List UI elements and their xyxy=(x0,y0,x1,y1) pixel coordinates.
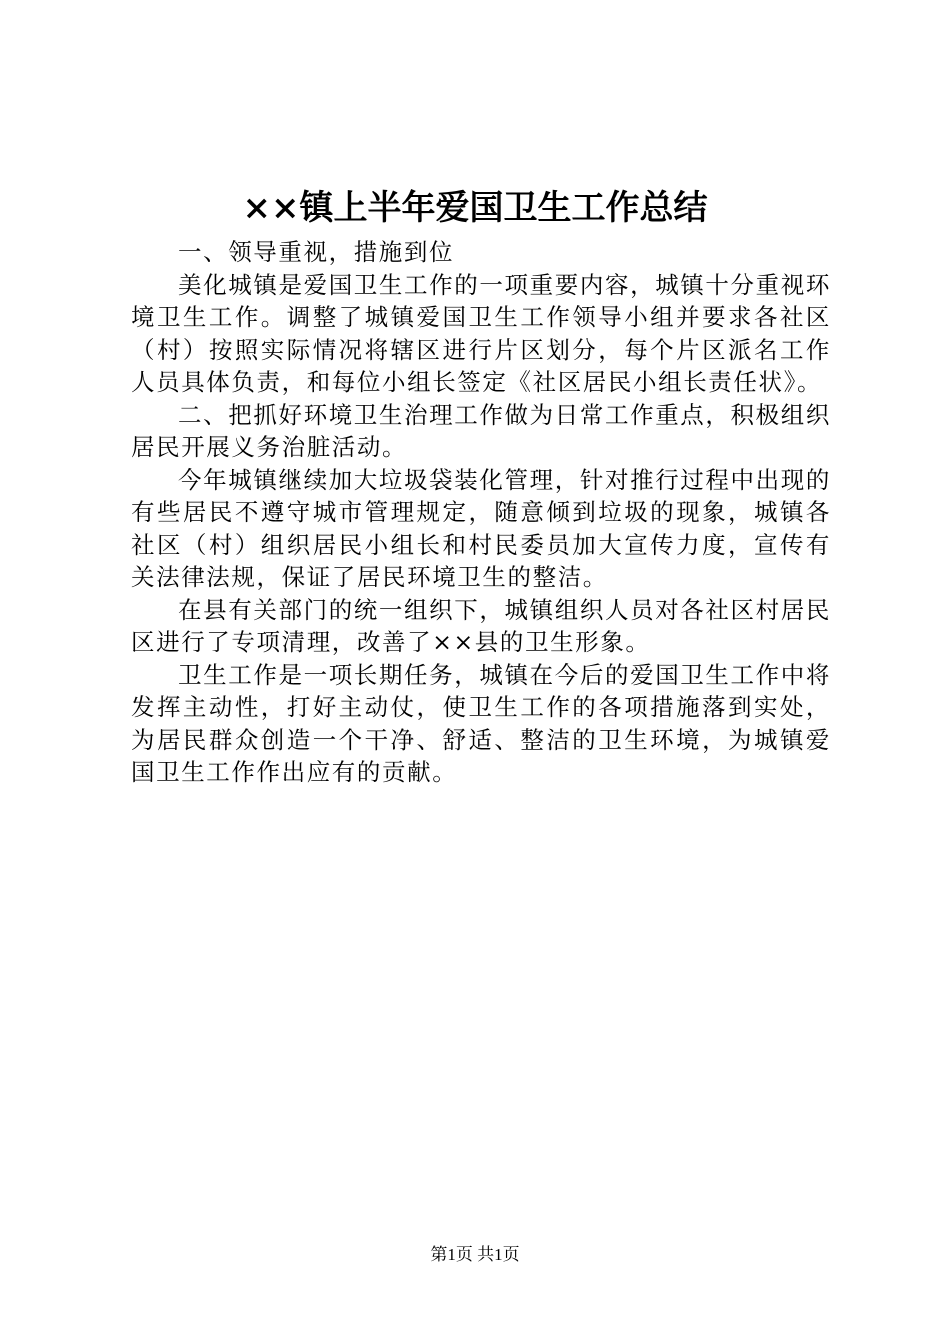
paragraph: 今年城镇继续加大垃圾袋装化管理，针对推行过程中出现的有些居民不遵守城市管理规定，随意倾到垃圾的现象，城镇各社区（村）组织居民小组长和村民委员加大宣传力度，宣传有关法律法规，保证了居民环境卫生的整洁。 xyxy=(131,465,831,591)
document-body xyxy=(131,236,831,789)
paragraph: 美化城镇是爱国卫生工作的一项重要内容，城镇十分重视环境卫生工作。调整了城镇爱国卫生工作领导小组并要求各社区（村）按照实际情况将辖区进行片区划分，每个片区派名工作人员具体负责，和每位小组长签定《社区居民小组长责任状》。 xyxy=(131,270,831,396)
document-title: ××镇上半年爱国卫生工作总结 xyxy=(242,188,708,228)
section-heading-1: 一、领导重视，措施到位 xyxy=(178,238,455,266)
section-heading-2: 二、把抓好环境卫生治理工作做为日常工作重点，积极组织居民开展义务治脏活动。 xyxy=(131,400,831,461)
paragraph: 卫生工作是一项长期任务，城镇在今后的爱国卫生工作中将发挥主动性，打好主动仗，使卫生工作的各项措施落到实处，为居民群众创造一个干净、舒适、整洁的卫生环境，为城镇爱国卫生工作作出应有的贡献。 xyxy=(131,660,831,786)
paragraph: 在县有关部门的统一组织下，城镇组织人员对各社区村居民区进行了专项清理，改善了××县的卫生形象。 xyxy=(131,595,831,656)
page-footer: 第1页 共1页 xyxy=(430,1245,520,1264)
